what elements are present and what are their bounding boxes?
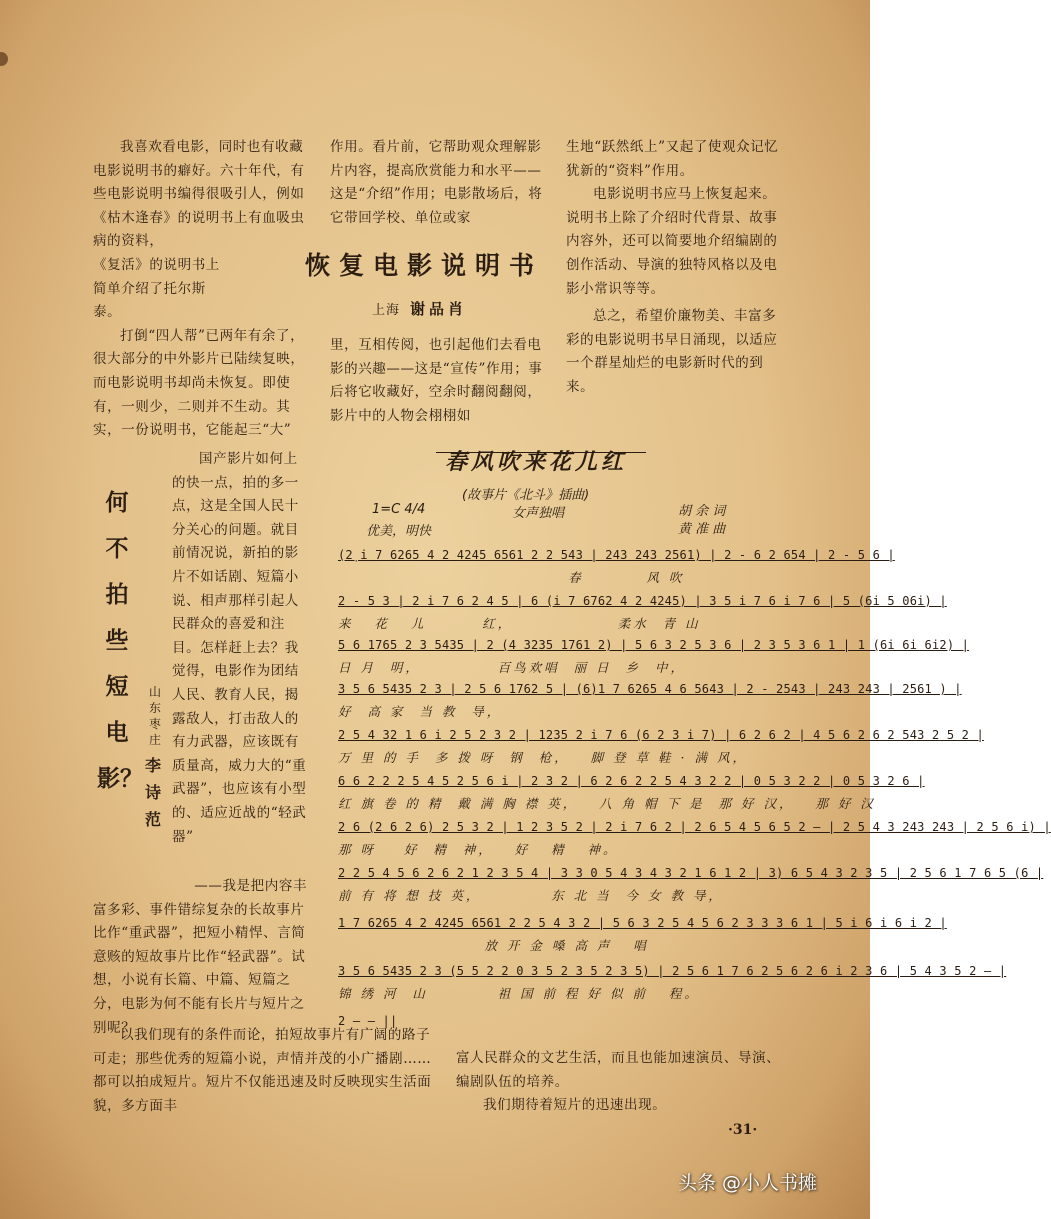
song-composer: 黄 准 曲 <box>678 522 726 537</box>
article1-column-2-top <box>330 136 546 230</box>
song-title: 春风吹来花儿红 <box>445 449 628 475</box>
article2-column-2 <box>93 875 309 1040</box>
lyrics: 万 里 的 手 多 拨 呀 钢 枪， 脚 登 草 鞋 · 满 风， <box>338 750 748 765</box>
lyrics: 来 花 儿 红， 柔水 青 山 <box>338 616 701 631</box>
notation: 2 6 (2 6 2 6) 2 5 3 2 | 1 2 3 5 2 | 2 i 7 6 2 | 2 6 5 4 5 6 5 2 — | 2 5 4 3 243 243 | 2 5 6 i) | <box>338 820 1051 834</box>
binding-hole <box>0 52 8 66</box>
score-row <box>338 682 962 720</box>
paragraph: 以我们现有的条件而论，拍短故事片有广阔的路子可走；那些优秀的短篇小说，声情并茂的小广播剧……都可以拍成短片。短片不仅能迅速及时反映现实生活面貌，多方面丰 <box>93 1027 432 1114</box>
song-subtitle: (故事片《北斗》插曲) <box>462 488 590 503</box>
lyrics: 锦 绣 河 山 祖 国 前 程 好 似 前 程。 <box>338 986 700 1001</box>
page-number: ·31· <box>728 1122 758 1138</box>
paragraph: 我们期待着短片的迅速出现。 <box>483 1097 667 1114</box>
score-row <box>338 774 925 812</box>
notation: 1 7 6265 4 2 4245 6561 2 2 5 4 3 2 | 5 6 3 2 5 4 5 6 2 3 3 3 6 1 | 5 i 6 i 6 i 2 | <box>338 916 947 930</box>
song-key: 1=C 4/4 <box>372 502 426 517</box>
lyrics: 好 高 家 当 教 导， <box>338 704 503 719</box>
paragraph: ——我是把内容丰富多彩、事件错综复杂的长故事片比作“重武器”，把短小精悍、言简意赅的短故事片比作“轻武器”。试想，小说有长篇、中篇、短篇之分，电影为何不能有长片与短片之别呢？ <box>93 878 308 1036</box>
score-row <box>338 594 947 632</box>
paragraph: 生地“跃然纸上”又起了使观众记忆犹新的“资料”作用。 <box>566 139 779 179</box>
paragraph: 电影说明书应马上恢复起来。说明书上除了介绍时代背景、故事内容外，还可以简要地介绍编剧的创作活动、导演的独特风格以及电影小常识等等。 <box>566 186 778 297</box>
notation: (2̣ i 7 6265 4 2 4245 6561 2 2 543 | 243 243 2561) | 2 - 6 2 654 | 2 - 5 6 | <box>338 548 895 562</box>
paragraph: 国产影片如何上的快一点，拍的多一点，这是全国人民十分关心的问题。就目前情况说，新拍的影片不如话剧、短篇小说、相声那样引起人民群众的喜爱和注目。怎样赶上去？我觉得，电影作为团结人民、教育人民，揭露敌人，打击敌人的有力武器，应该既有质量高，威力大的“重武器”，也应该有小型的、适应近战的“轻武器” <box>172 451 307 845</box>
paragraph: 打倒“四人帮”已两年有余了，很大部分的中外影片已陆续复映，而电影说明书却尚未恢复。即使有，一则少，二则并不生动。其实，一份说明书，它能起三“大” <box>93 327 305 439</box>
article2-column-4 <box>456 1047 786 1118</box>
article2-author-name: 李诗范 <box>145 756 162 829</box>
notation: 2 5 4 32 1 6 i 2 5 2 3 2 | 1235 2 i 7 6 (6 2 3 i 7) | 6 2 6 2 | 4 5 6 2 6 2 543 2 5 2 | <box>338 728 984 742</box>
song-performer: 女声独唱 <box>512 506 565 521</box>
score-row <box>338 866 1044 904</box>
notation: 3 5 6 5435 2 3 | 2 5 6 1762 5 | (6)1 7 6265 4 6 5643 | 2 - 2543 | 243 243 | 2561 ) | <box>338 682 962 696</box>
article1-column-1 <box>93 136 309 443</box>
article1-title: 恢复电影说明书 <box>305 251 544 280</box>
notation: 3 5 6 5435 2 3 (5 5 2 2 0 3 5 2 3 5 2 3 5) | 2 5 6 1 7 6 2 5 6 2 6 i 2 3 6 | 5 4 3 5 2 — | <box>338 964 1007 978</box>
paragraph: 我喜欢看电影，同时也有收藏电影说明书的癖好。六十年代，有些电影说明书编得很吸引人，例如《枯木逢春》的说明书上有血吸虫病的资料， <box>93 139 305 250</box>
article2-column-1 <box>172 448 308 849</box>
score-row <box>338 916 947 954</box>
article1-byline <box>372 298 467 319</box>
article2-column-3 <box>93 1024 441 1118</box>
lyrics: 那 呀 好 精 神， 好 精 神。 <box>338 842 619 857</box>
article1-column-2-bottom <box>330 334 546 428</box>
lyrics: 前 有 将 想 技 英， 东 北 当 今 女 教 导， <box>338 888 724 903</box>
notation: 5 6 1765 2 3 5435 | 2 (4 3235 1761 2) | 5 6 3 2 5 3 6 | 2 3 5 3 6 1 | 1 (6i 6i 6i2) | <box>338 638 970 652</box>
notation: 2 - 5 3 | 2 i 7 6 2 4 5 | 6 (i 7 6762 4 2 4245) | 3 5 i 7 6 i 7 6 | 5 (6i 5 06i) | <box>338 594 947 608</box>
notation: 6 6 2 2 2 5 4 5 2 5 6 i | 2 3 2 | 6 2 6 2 2 5 4 3 2 2 | 0 5 3 2 2 | 0 5 3 2 6 | <box>338 774 925 788</box>
song-tempo: 优美，明快 <box>366 524 432 539</box>
score-row <box>338 548 895 586</box>
author-location: 上海 <box>372 303 401 318</box>
score-row <box>338 820 1051 858</box>
author-name: 谢品肖 <box>410 300 468 318</box>
notation: 2 2 5 4 5 6 2 6 2 1 2 3 5 4 | 3 3 0 5 4 3 4 3 2 1 6 1 2 | 3) 6 5 4 3 2 3 5 | 2 5 6 1 7 6 5 (6 | <box>338 866 1044 880</box>
paragraph: 里，互相传阅，也引起他们去看电影的兴趣——这是“宣传”作用；事后将它收藏好，空余时翻阅翻阅，影片中的人物会栩栩如 <box>330 337 543 424</box>
paragraph: 富人民群众的文艺生活，而且也能加速演员、导演、编剧队伍的培养。 <box>456 1050 781 1090</box>
lyrics: 春 风 吹 <box>338 570 685 585</box>
paragraph: 作用。看片前，它帮助观众理解影片内容，提高欣赏能力和水平——这是“介绍”作用；电影散场后，将它带回学校、单位或家 <box>330 139 543 226</box>
paragraph: 总之，希望价廉物美、丰富多彩的电影说明书早日涌现，以适应一个群星灿烂的电影新时代的到来。 <box>566 308 778 395</box>
lyrics: 放 开 金 嗓 高 声 唱 <box>338 938 649 953</box>
article1-column-3 <box>566 136 782 400</box>
score-row <box>338 728 984 766</box>
watermark: 头条 @小人书摊 <box>678 1172 818 1194</box>
article2-title: 何不拍些短电影？ <box>97 489 143 792</box>
lyrics: 红 旗 卷 的 精 戴 满 胸 襟 英， 八 角 帽 下 是 那 好 汉， 那 好 汉 <box>338 796 876 811</box>
score-row <box>338 1014 786 1028</box>
lyrics: 日 月 明， 百鸟欢唱 丽 日 乡 中， <box>338 660 686 675</box>
song-lyricist: 胡 余 词 <box>678 504 726 519</box>
article2-author-location: 山东枣庄 <box>149 685 162 747</box>
paragraph: 《复活》的说明书上简单介绍了托尔斯泰。 <box>93 256 220 321</box>
score-row <box>338 638 970 676</box>
score-row <box>338 964 1007 1002</box>
notation: 2 — — || <box>338 1014 398 1028</box>
